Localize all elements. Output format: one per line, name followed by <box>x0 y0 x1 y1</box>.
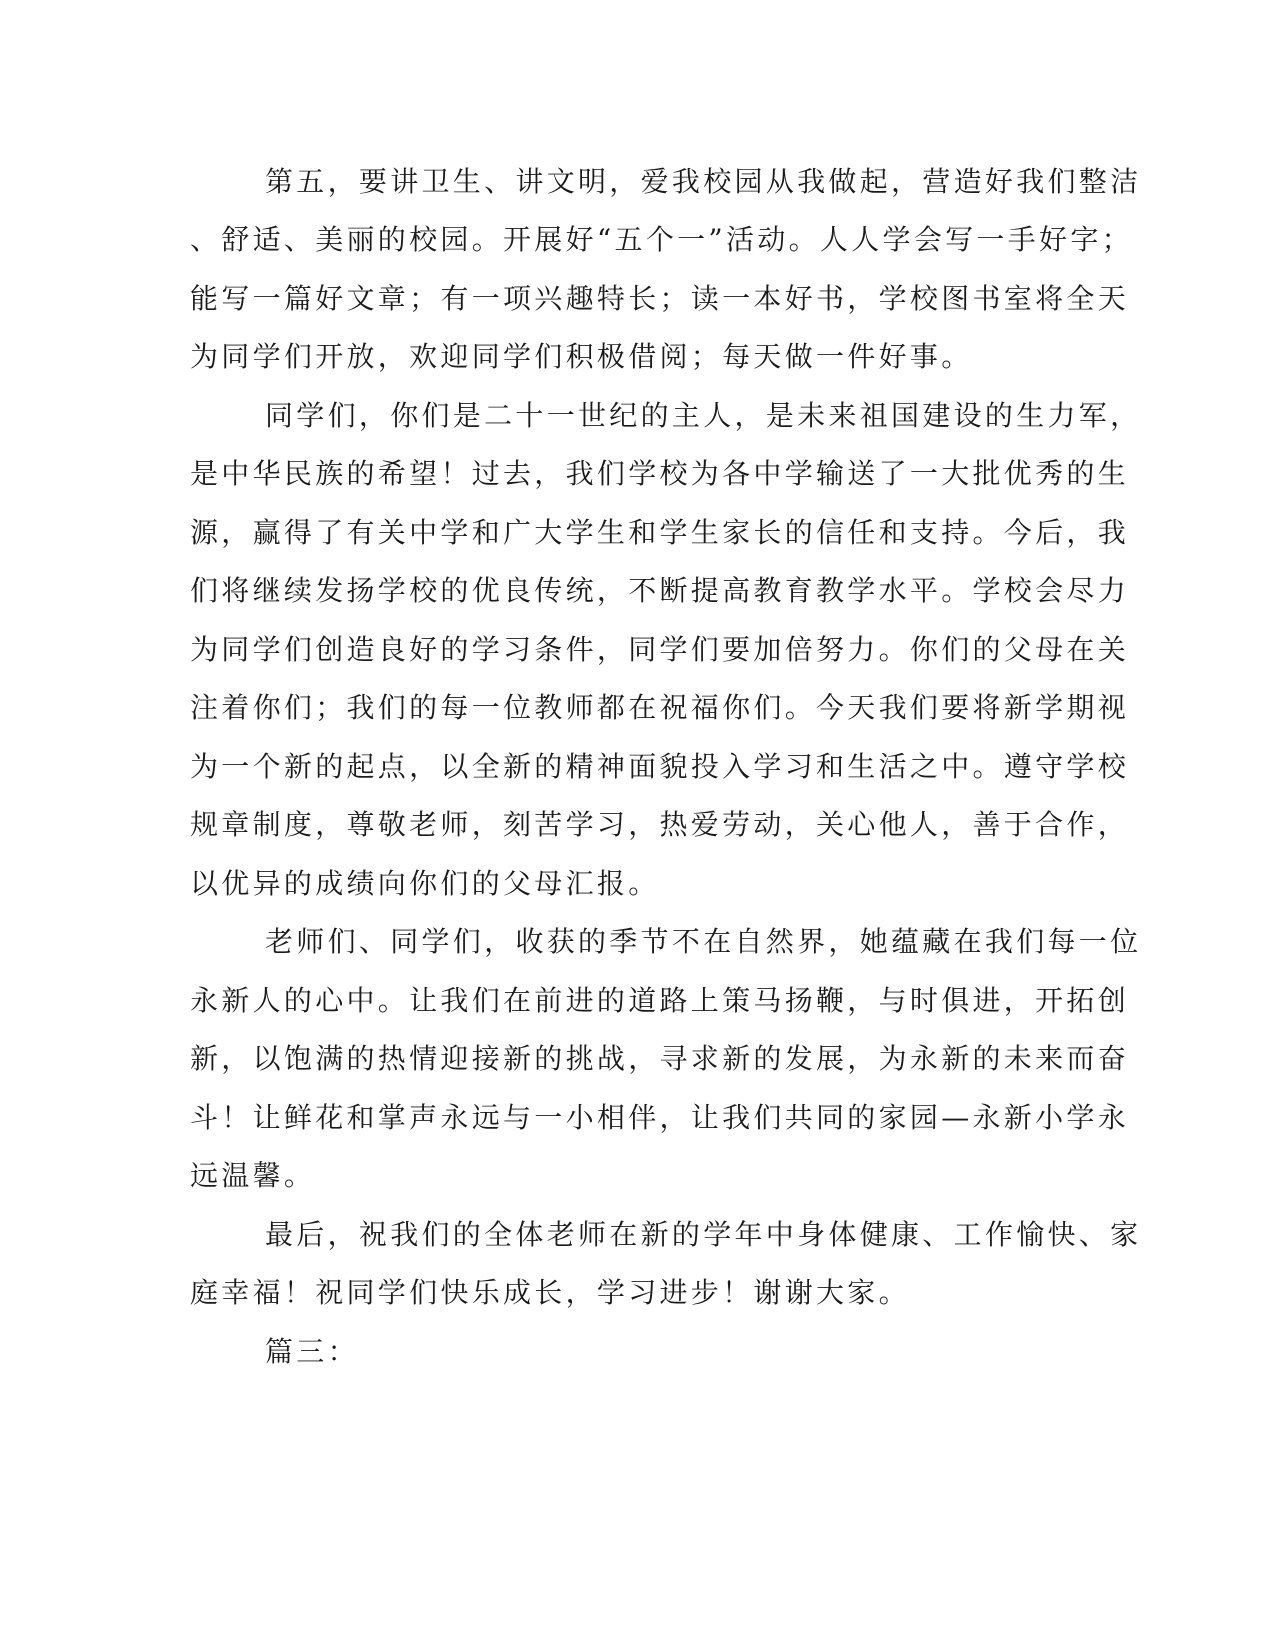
text-line: 、舒适、美丽的校园。开展好“五个一”活动。人人学会写一手好字； <box>190 223 1133 256</box>
text-line: 是中华民族的希望！过去，我们学校为各中学输送了一大批优秀的生 <box>190 457 1130 490</box>
text-line: 注着你们；我们的每一位教师都在祝福你们。今天我们要将新学期视 <box>190 691 1130 724</box>
text-line: 们将继续发扬学校的优良传统，不断提高教育教学水平。学校会尽力 <box>190 574 1130 607</box>
text-line: 斗！让鲜花和掌声永远与一小相伴，让我们共同的家园—永新小学永 <box>190 1101 1130 1134</box>
section-heading: 篇三： <box>265 1335 359 1368</box>
text-line: 远温馨。 <box>190 1159 316 1192</box>
text-line: 最后，祝我们的全体老师在新的学年中身体健康、工作愉快、家 <box>265 1218 1142 1251</box>
text-line: 新，以饱满的热情迎接新的挑战，寻求新的发展，为永新的未来而奋 <box>190 1042 1130 1075</box>
text-line: 为一个新的起点，以全新的精神面貌投入学习和生活之中。遵守学校 <box>190 750 1130 783</box>
text-line: 规章制度，尊敬老师，刻苦学习，热爱劳动，关心他人，善于合作， <box>190 808 1130 841</box>
text-line: 为同学们开放，欢迎同学们积极借阅；每天做一件好事。 <box>190 340 973 373</box>
text-line: 同学们，你们是二十一世纪的主人，是未来祖国建设的生力军， <box>265 399 1142 432</box>
text-line: 源，赢得了有关中学和广大学生和学生家长的信任和支持。今后，我 <box>190 516 1130 549</box>
text-line: 为同学们创造良好的学习条件，同学们要加倍努力。你们的父母在关 <box>190 633 1130 666</box>
text-line: 能写一篇好文章；有一项兴趣特长；读一本好书，学校图书室将全天 <box>190 282 1130 315</box>
text-line: 永新人的心中。让我们在前进的道路上策马扬鞭，与时俱进，开拓创 <box>190 984 1130 1017</box>
text-line: 第五，要讲卫生、讲文明，爱我校园从我做起，营造好我们整洁 <box>265 165 1142 198</box>
text-line: 老师们、同学们，收获的季节不在自然界，她蕴藏在我们每一位 <box>265 925 1142 958</box>
text-line: 以优异的成绩向你们的父母汇报。 <box>190 867 660 900</box>
text-line: 庭幸福！祝同学们快乐成长，学习进步！谢谢大家。 <box>190 1276 910 1309</box>
